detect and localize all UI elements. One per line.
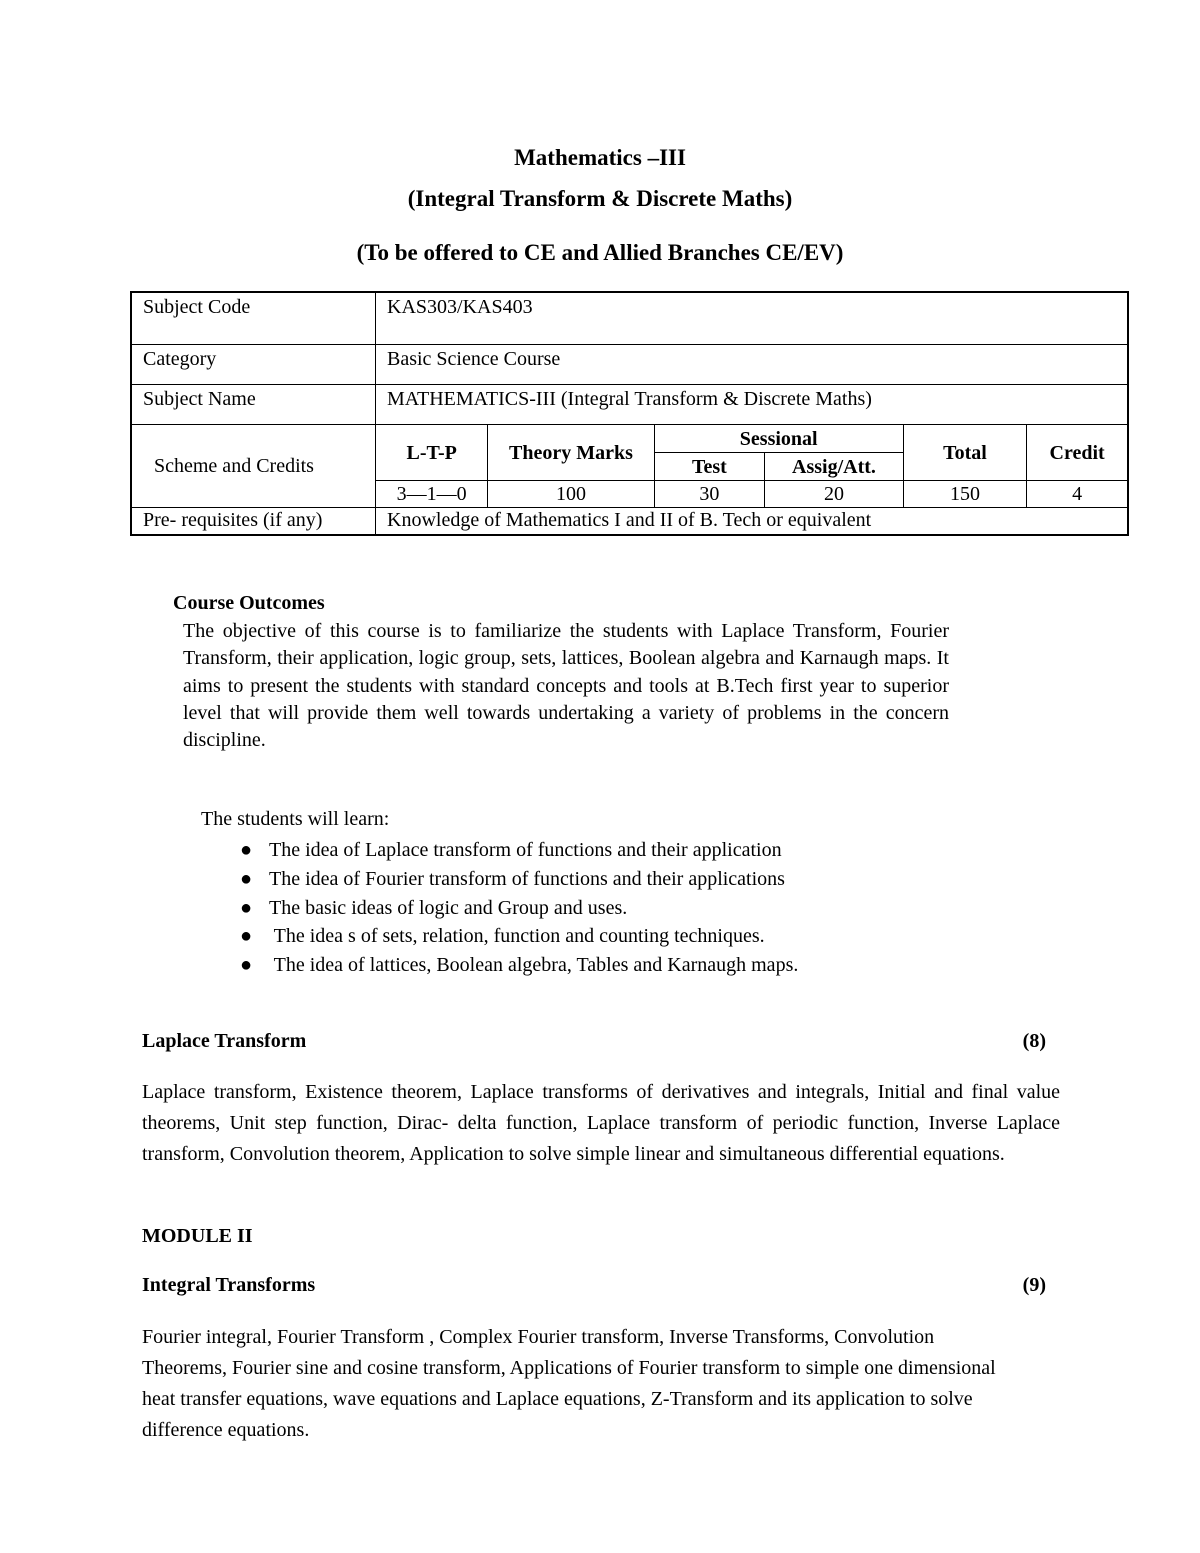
list-item: ● The idea of Laplace transform of functions and their application xyxy=(240,836,798,865)
value-assig: 20 xyxy=(765,481,904,508)
subject-name-value: MATHEMATICS-III (Integral Transform & Discrete Maths) xyxy=(376,385,1129,425)
document-title: Mathematics –III xyxy=(514,145,686,170)
category-label: Category xyxy=(131,345,376,385)
course-outcomes-heading: Course Outcomes xyxy=(173,592,325,614)
module-ii-heading: MODULE II xyxy=(142,1225,253,1247)
subject-name-label: Subject Name xyxy=(131,385,376,425)
header-total: Total xyxy=(903,425,1026,481)
header-assig: Assig/Att. xyxy=(765,453,904,481)
list-item: ● The idea of lattices, Boolean algebra, Tables and Karnaugh maps. xyxy=(240,951,798,980)
document-offered-to: (To be offered to CE and Allied Branches CE/EV) xyxy=(356,240,844,265)
laplace-heading-text: Laplace Transform xyxy=(142,1030,307,1052)
integral-hours: (9) xyxy=(1022,1274,1046,1296)
subject-info-table xyxy=(130,291,1129,536)
laplace-hours: (8) xyxy=(1022,1030,1046,1052)
category-value: Basic Science Course xyxy=(376,345,1129,385)
course-outcomes-paragraph: The objective of this course is to familiarize the students with Laplace Transform, Fourier Transform, their application, logic group, sets, lattices, Boolean algebra and Karnaugh maps. It aims to present the students with standard concepts and tools at B.Tech first year to superior level that will provide them well towards undertaking a variety of problems in the concern discipline. xyxy=(183,620,949,752)
header-theory-marks: Theory Marks xyxy=(488,425,654,481)
list-item: ● The idea of Fourier transform of functions and their applications xyxy=(240,865,798,894)
header-ltp: L-T-P xyxy=(376,425,488,481)
value-theory-marks: 100 xyxy=(488,481,654,508)
bullet-icon: ● xyxy=(240,954,253,977)
header-test: Test xyxy=(654,453,764,481)
bullet-icon: ● xyxy=(240,839,253,861)
integral-transforms-heading xyxy=(142,1274,1046,1297)
value-ltp: 3—1—0 xyxy=(376,481,488,508)
integral-heading-text: Integral Transforms xyxy=(142,1274,316,1296)
laplace-transform-heading xyxy=(142,1030,1046,1053)
students-will-learn: The students will learn: xyxy=(201,808,390,830)
document-subtitle: (Integral Transform & Discrete Maths) xyxy=(407,186,793,211)
list-item: ● The idea s of sets, relation, function and counting techniques. xyxy=(240,922,798,951)
bullet-icon: ● xyxy=(240,867,253,890)
header-credit: Credit xyxy=(1027,425,1127,481)
learning-outcomes-list xyxy=(240,836,798,980)
list-item: ● The basic ideas of logic and Group and uses. xyxy=(240,894,798,923)
integral-transforms-text: Fourier integral, Fourier Transform , Complex Fourier transform, Inverse Transforms, Convolution Theorems, Fourier sine and cosine transform, Applications of Fourier transform to simple one dimensional heat transfer equations, wave equations and Laplace equations, Z-Transform and its application to solve difference equations. xyxy=(142,1326,996,1441)
subject-code-label: Subject Code xyxy=(131,292,376,345)
scheme-label: Scheme and Credits xyxy=(131,425,376,508)
laplace-transform-text: Laplace transform, Existence theorem, Laplace transforms of derivatives and integrals, Initial and final value theorems, Unit step function, Dirac- delta function, Laplace transform of periodic function, Inverse Laplace transform, Convolution theorem, Application to solve simple linear and simultaneous differential equations. xyxy=(142,1081,1060,1165)
bullet-icon: ● xyxy=(240,925,253,948)
prerequisites-label: Pre- requisites (if any) xyxy=(131,508,376,536)
bullet-icon: ● xyxy=(240,896,253,919)
scheme-table xyxy=(376,425,1127,507)
value-credit: 4 xyxy=(1027,481,1127,508)
header-sessional: Sessional xyxy=(654,425,903,453)
value-test: 30 xyxy=(654,481,764,508)
subject-code-value: KAS303/KAS403 xyxy=(376,292,1129,345)
value-total: 150 xyxy=(903,481,1026,508)
prerequisites-value: Knowledge of Mathematics I and II of B. Tech or equivalent xyxy=(376,508,1129,536)
